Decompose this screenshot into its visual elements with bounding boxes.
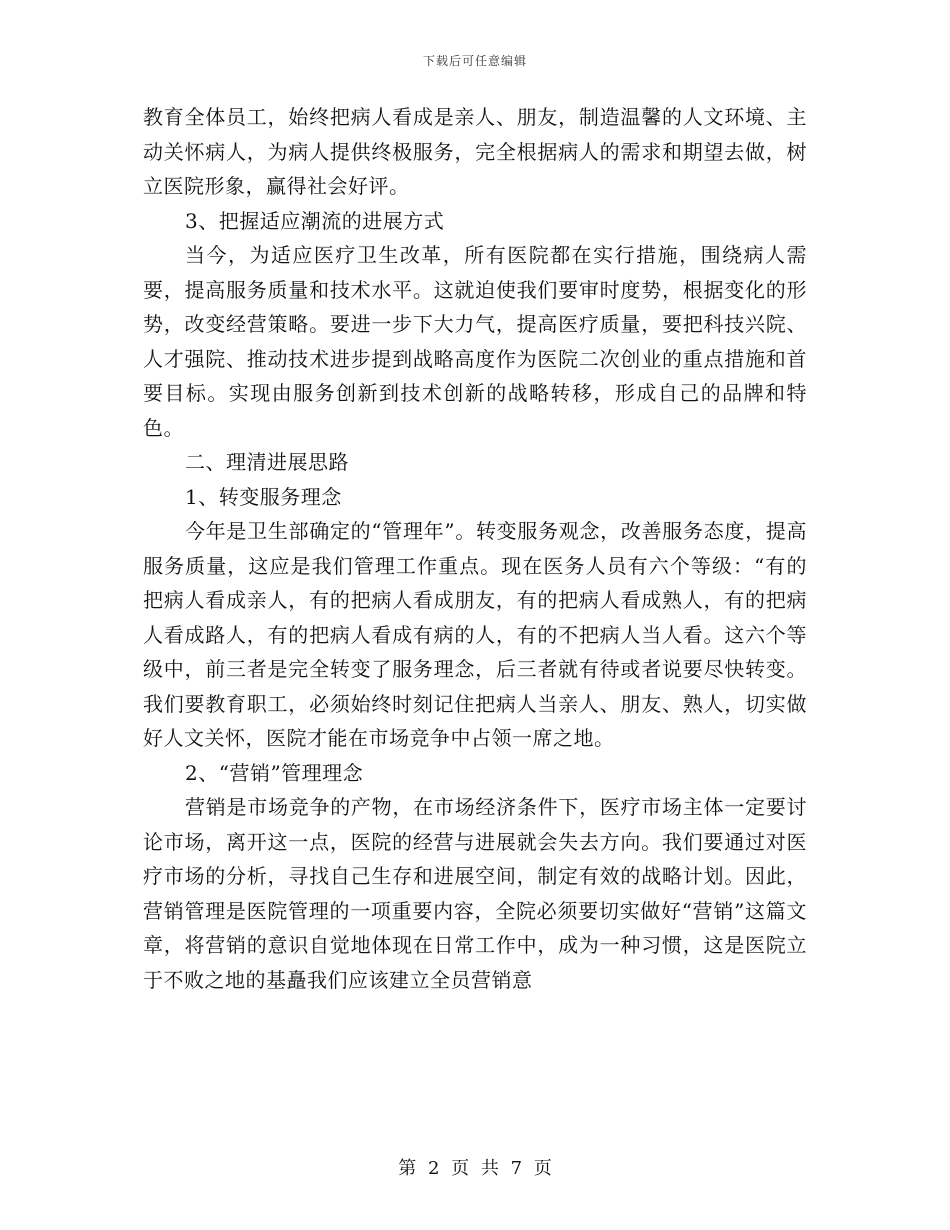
document-body <box>143 100 807 997</box>
heading-3-trend-adaptation: 3、把握适应潮流的进展方式 <box>185 208 445 233</box>
paragraph-3: 今年是卫生部确定的“管理年”。转变服务观念，改善服务态度，提高服务质量，这应是我们管理工作重点。现在医务人员有六个等级：“有的把病人看成亲人，有的把病人看成朋友，有的把病人看成熟人，有的把病人看成路人，有的把病人看成有病的人，有的不把病人当人看。这六个等级中，前三者是完全转变了服务理念，后三者就有待或者说要尽快转变。我们要教育职工，必须始终时刻记住把病人当亲人、朋友、熟人，切实做好人文关怀，医院才能在市场竞争中占领一席之地。 <box>143 519 807 750</box>
paragraph-2: 当今，为适应医疗卫生改革，所有医院都在实行措施，围绕病人需要，提高服务质量和技术水平。这就迫使我们要审时度势，根据变化的形势，改变经营策略。要进一步下大力气，提高医疗质量，要把科技兴院、人才强院、推动技术进步提到战略高度作为医院二次创业的重点措施和首要目标。实现由服务创新到技术创新的战略转移，形成自己的品牌和特色。 <box>143 243 807 440</box>
page-header: 下载后可任意编辑 <box>422 54 527 68</box>
heading-2-marketing-concept: 2、“营销”管理理念 <box>185 760 364 785</box>
heading-1-service-concept: 1、转变服务理念 <box>185 484 342 509</box>
paragraph-1: 教育全体员工，始终把病人看成是亲人、朋友，制造温馨的人文环境、主动关怀病人，为病人提供终极服务，完全根据病人的需求和期望去做，树立医院形象，赢得社会好评。 <box>143 105 807 198</box>
heading-section-two: 二、理清进展思路 <box>185 450 349 474</box>
paragraph-4: 营销是市场竞争的产物，在市场经济条件下，医疗市场主体一定要讨论市场，离开这一点，医院的经营与进展就会失去方向。我们要通过对医疗市场的分析，寻找自己生存和进展空间，制定有效的战略计划。因此，营销管理是医院管理的一项重要内容，全院必须要切实做好“营销”这篇文章，将营销的意识自觉地体现在日常工作中，成为一种习惯，这是医院立于不败之地的基矗我们应该建立全员营销意 <box>143 795 807 992</box>
page-number-footer: 第 2 页 共 7 页 <box>398 1158 552 1179</box>
